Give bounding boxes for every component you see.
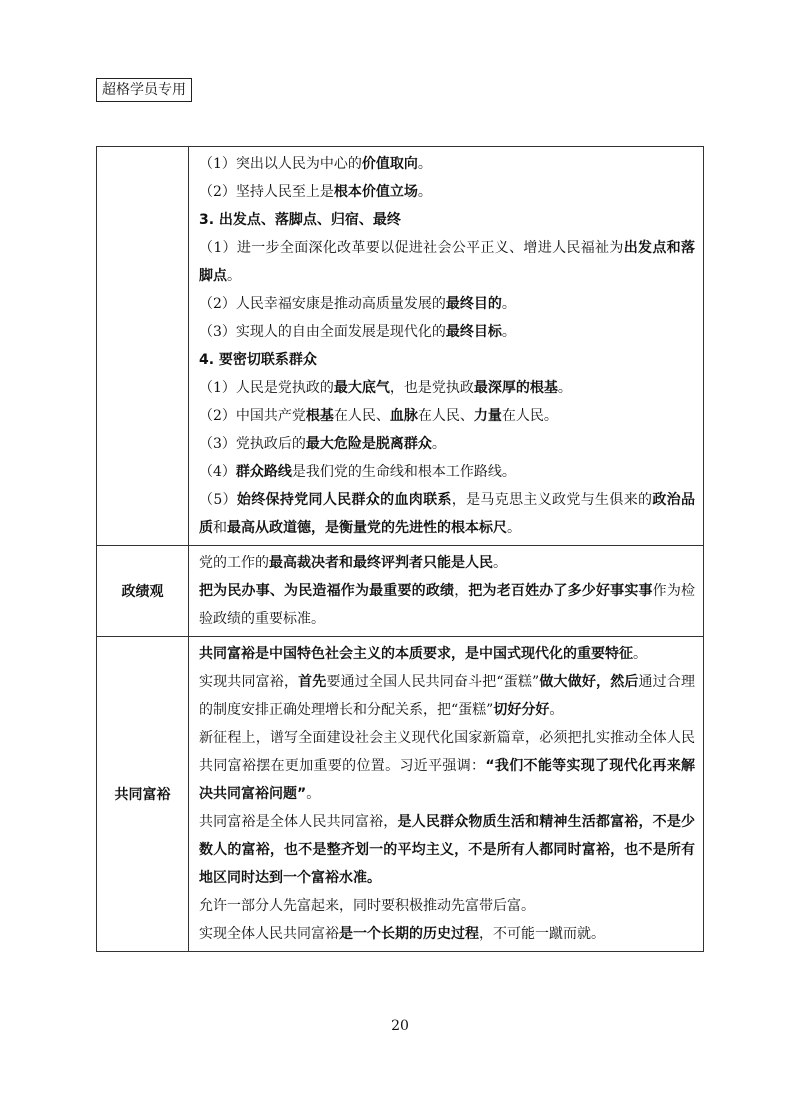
text-run: 是我们党的生命线和根本工作路线。 xyxy=(291,464,516,480)
row-label: 政绩观 xyxy=(97,546,189,637)
paragraph xyxy=(199,346,695,374)
bold-text: 最高裁决者和最终评判者只能是人民 xyxy=(269,555,493,571)
bold-text: “我们不能等实现了现代化再来解决共同富裕问题” xyxy=(199,758,696,802)
text-run: 新征程上，谱写全面建设社会主义现代化国家新篇章，必须把扎实推动全体人民共同富裕摆在更加重要的位置。习近平强调： xyxy=(199,730,695,774)
text-run: 在人民、 xyxy=(417,408,474,424)
row-content xyxy=(189,546,704,637)
bold-text: 最深厚的根基 xyxy=(473,380,558,396)
text-run: （3）实现人的自由全面发展是现代化的 xyxy=(199,324,446,340)
bold-text: 把为老百姓办了多少好事实事 xyxy=(468,583,653,599)
paragraph xyxy=(199,234,695,290)
bold-text: 根本价值立场 xyxy=(333,184,418,200)
bold-text: 最终目的 xyxy=(445,296,502,312)
text-run: （1）突出以人民为中心的 xyxy=(199,156,362,172)
text-run: 实现全体人民共同富裕 xyxy=(199,926,339,942)
text-run: 要通过全国人民共同奋斗把“蛋糕” xyxy=(326,674,540,690)
text-run: 在人民、 xyxy=(333,408,390,424)
text-run: 。 xyxy=(227,268,241,284)
text-run: 。 xyxy=(507,520,521,536)
bold-text: 力量 xyxy=(473,408,502,424)
paragraph xyxy=(199,486,695,542)
text-run: 。 xyxy=(431,436,446,452)
paragraph xyxy=(199,402,695,430)
text-run: 。 xyxy=(501,296,516,312)
text-run: 。 xyxy=(417,156,432,172)
bold-text: ，是衡量党的先进性的根本标尺 xyxy=(311,520,507,536)
paragraph xyxy=(199,430,695,458)
bold-text: 最大危险是脱离群众 xyxy=(305,436,432,452)
text-run: （4） xyxy=(199,464,236,480)
paragraph xyxy=(199,577,695,633)
text-run: 。 xyxy=(417,184,432,200)
text-run: （1）人民是党执政的 xyxy=(199,380,334,396)
paragraph xyxy=(199,206,695,234)
paragraph xyxy=(199,178,695,206)
text-run: 。 xyxy=(549,702,564,718)
bold-text: 最终目标 xyxy=(445,324,502,340)
row-content xyxy=(189,637,704,952)
paragraph xyxy=(199,640,695,668)
bold-text: 价值取向 xyxy=(361,156,418,172)
text-run: 。 xyxy=(633,646,647,662)
bold-text: 4. 要密切联系群众 xyxy=(199,352,317,368)
bold-text: 首先 xyxy=(298,674,327,690)
row-label xyxy=(97,147,189,546)
text-run: 和 xyxy=(213,520,227,536)
text-run: ，也是党执政 xyxy=(389,380,474,396)
text-run: （1）进一步全面深化改革要以促进社会公平正义、增进人民福祉为 xyxy=(199,240,624,256)
text-run: 通过合理的制度安排正确处理增长和分配关系，把“蛋糕” xyxy=(199,674,696,718)
bold-text: 最高从政道德 xyxy=(227,520,311,536)
text-run: 作为检验政绩的重要标准。 xyxy=(199,583,696,627)
bold-text: 政治品质 xyxy=(199,492,695,536)
paragraph xyxy=(199,150,695,178)
text-run: 。 xyxy=(493,555,507,571)
text-run: （2）坚持人民至上是 xyxy=(199,184,334,200)
bold-text: 群众路线 xyxy=(235,464,292,480)
paragraph xyxy=(199,318,695,346)
bold-text: 把为民办事、为民造福作为最重要的政绩 xyxy=(199,583,455,599)
text-run: 。 xyxy=(557,380,572,396)
row-content xyxy=(189,147,704,546)
bold-text: 3. 出发点、落脚点、归宿、最终 xyxy=(199,212,401,228)
bold-text: 根基 xyxy=(305,408,334,424)
exclusive-tag: 超格学员专用 xyxy=(96,78,192,102)
text-run: ，不可能一蹴而就。 xyxy=(479,926,605,942)
bold-text: 是人民群众物质生活和精神生活都富裕，不是少数人的富裕，也不是整齐划一的平均主义，不是所有人都同时富裕，也不是所有地区同时达到一个富裕水准。 xyxy=(199,814,696,886)
bold-text: 是一个长期的历史过程 xyxy=(339,926,479,942)
text-run: （3）党执政后的 xyxy=(199,436,306,452)
paragraph xyxy=(199,290,695,318)
text-run: 党的工作的 xyxy=(199,555,269,571)
text-run: 。 xyxy=(501,324,516,340)
bold-text: 共同富裕是中国特色社会主义的本质要求，是中国式现代化的重要特征 xyxy=(199,646,633,662)
paragraph xyxy=(199,724,695,808)
paragraph xyxy=(199,458,695,486)
text-run: ， xyxy=(454,583,469,599)
page-number: 20 xyxy=(391,1018,409,1034)
paragraph xyxy=(199,808,695,892)
row-label: 共同富裕 xyxy=(97,637,189,952)
text-run: 共同富裕是全体人民共同富裕， xyxy=(199,814,398,830)
content-table xyxy=(96,146,704,952)
text-run: （2）人民幸福安康是推动高质量发展的 xyxy=(199,296,446,312)
text-run: （5） xyxy=(199,492,237,508)
text-run: 在人民。 xyxy=(501,408,558,424)
paragraph xyxy=(199,668,695,724)
table-row-principles xyxy=(97,147,704,546)
text-run: （2）中国共产党 xyxy=(199,408,306,424)
paragraph xyxy=(199,892,695,920)
text-run: 。 xyxy=(306,786,321,802)
paragraph xyxy=(199,374,695,402)
text-run: ，是马克思主义政党与生俱来的 xyxy=(451,492,653,508)
bold-text: 做大做好，然后 xyxy=(539,674,639,690)
bold-text: 血脉 xyxy=(389,408,418,424)
paragraph xyxy=(199,920,695,948)
text-run: 实现共同富裕， xyxy=(199,674,299,690)
paragraph xyxy=(199,549,695,577)
table-row-common-prosperity xyxy=(97,637,704,952)
table-row-achievement-view xyxy=(97,546,704,637)
bold-text: 最大底气 xyxy=(333,380,390,396)
bold-text: 切好分好 xyxy=(493,702,550,718)
bold-text: 始终保持党同人民群众的血肉联系 xyxy=(236,492,452,508)
bold-text: 出发点和落脚点 xyxy=(199,240,696,284)
text-run: 允许一部分人先富起来，同时要积极推动先富带后富。 xyxy=(199,898,535,914)
